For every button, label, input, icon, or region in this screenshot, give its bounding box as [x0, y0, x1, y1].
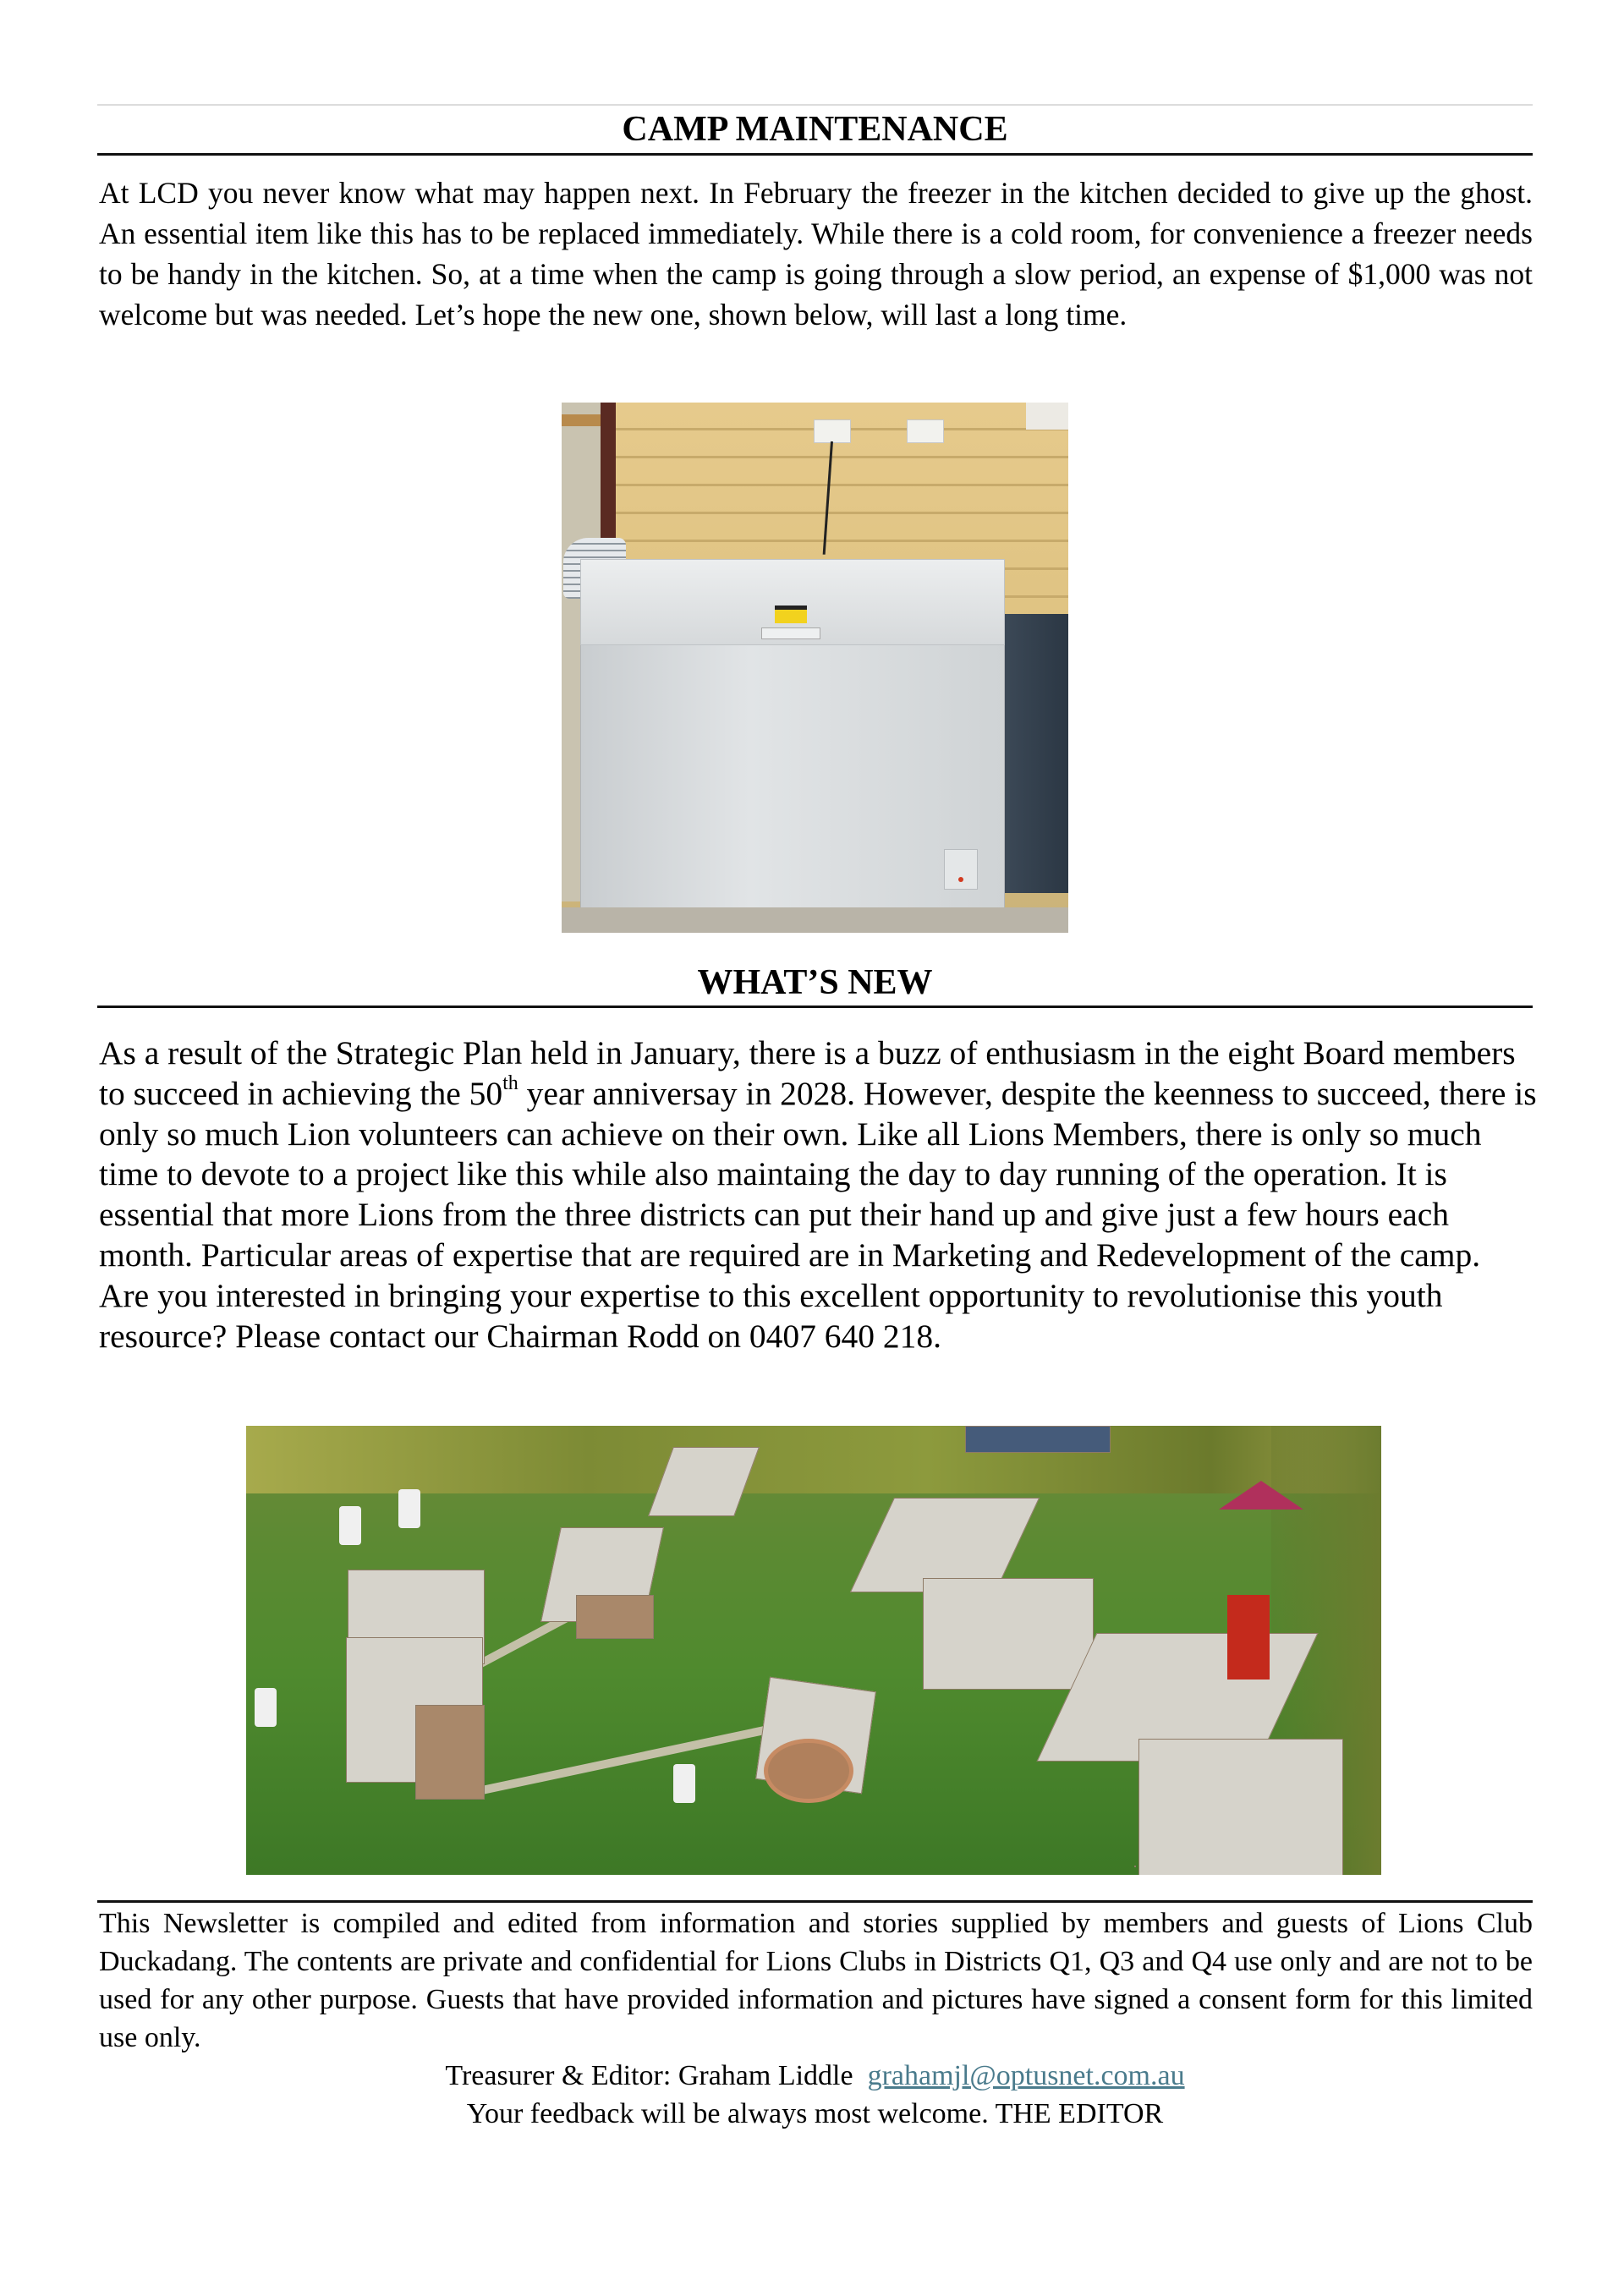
car: [398, 1489, 420, 1528]
editor-email-link[interactable]: grahamjl@optusnet.com.au: [867, 2060, 1185, 2091]
whats-new-heading: WHAT’S NEW: [697, 963, 933, 1002]
path: [465, 1723, 782, 1798]
camp-maintenance-divider: [97, 153, 1533, 156]
freezer-photo: [562, 403, 1068, 933]
tree-line: [246, 1426, 1381, 1493]
top-divider: [97, 104, 1533, 106]
footer-disclaimer: This Newsletter is compiled and edited from information and stories supplied by members and guests of Lions Club Duckadang. The contents are private and confidential for Lions Clubs in Districts Q1, Q3 and Q4 use only and are not to be used for any other purpose. Guests that have provided information and pictures have signed a consent form for this limited use only.: [99, 1908, 1533, 2053]
camp-maintenance-body: At LCD you never know what may happen next. In February the freezer in the kitchen decided to give up the ghost. An essential item like this has to be replaced immediately. While there is a cold room, for convenience a freezer needs to be handy in the kitchen. So, at a time when the camp is going through a slow period, an expense of $1,000 was not welcome but was needed. Let’s hope the new one, shown below, will last a long time.: [99, 176, 1533, 332]
footer-editor-line: [97, 2057, 1533, 2095]
whats-new-body: [99, 1033, 1537, 1356]
shelf-top: [562, 414, 601, 426]
whats-new-text-1: As a result of the Strategic Plan held in January, there is a buzz of enthusiasm in the eight Board members to succeed in achieving the 50: [99, 1034, 1516, 1112]
play-equipment: [1227, 1595, 1270, 1680]
car: [255, 1688, 277, 1727]
car: [673, 1764, 695, 1803]
whats-new-text-2: year anniversay in 2028. However, despite the keenness to succeed, there is only so much Lion volunteers can achieve on their own. Like all Lions Members, there is only so much time to devote to a project like this while also maintaing the day to day running of the operation. It is essential that more Lions from the three districts can put their hand up and give just a few hours each month. Particular areas of expertise that are required are in Marketing and Redevelopment of the camp.: [99, 1074, 1537, 1274]
camp-maintenance-heading: CAMP MAINTENANCE: [622, 110, 1008, 149]
aerial-camp-photo: [246, 1426, 1381, 1875]
power-outlet-icon: [907, 419, 944, 443]
footer-feedback: Your feedback will be always most welcome. THE EDITOR: [466, 2098, 1164, 2129]
floor: [562, 907, 1068, 933]
car: [339, 1506, 361, 1545]
editor-label: Treasurer & Editor: Graham Liddle: [445, 2060, 868, 2091]
energy-sticker: [775, 606, 807, 623]
freezer-handle: [761, 627, 820, 639]
cabin-wall: [576, 1595, 654, 1639]
ordinal-suffix: th: [502, 1071, 518, 1094]
dining-building: [923, 1578, 1094, 1690]
marker: [1134, 1866, 1136, 1867]
shed-building: [1138, 1739, 1343, 1875]
hall-wall: [415, 1705, 485, 1800]
freezer-body: [580, 639, 1005, 912]
power-outlet-icon: [814, 419, 851, 443]
whats-new-text-3: Are you interested in bringing your expertise to this excellent opportunity to revolutionise this youth resource? Please contact our Chairman Rodd on 0407 640 218.: [99, 1276, 1443, 1355]
footer-divider: [97, 1900, 1533, 1903]
bin: [1003, 614, 1068, 893]
solar-panels: [965, 1426, 1111, 1453]
thermostat-dial-icon: [944, 849, 978, 890]
whats-new-divider: [97, 1006, 1533, 1008]
cabinet: [1026, 403, 1068, 430]
pool: [764, 1739, 853, 1803]
